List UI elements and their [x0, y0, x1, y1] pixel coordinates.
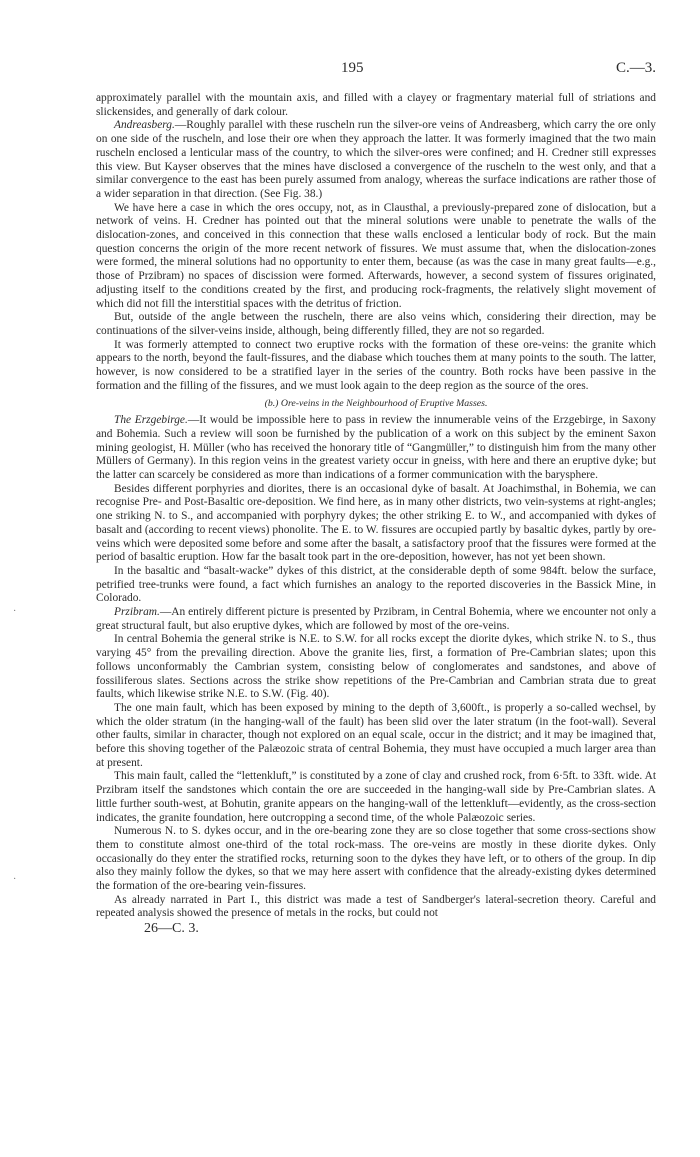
paragraph: [96, 414, 656, 483]
paragraph: [96, 339, 656, 394]
paragraph-text: Besides different porphyries and diorites, there is an occasional dyke of basalt. At Joachimsthal, in Bohemia, we can recognise Pre- and Post-Basaltic ore-deposition. We find here, as in many other districts, two vein-systems at right-angles; one striking N. to S., and accompanied with porphyry dykes; the other striking E. to W., and accompanied with dykes of basalt and (according to recent views) phonolite. The E. to W. fissures are occupied partly by basaltic dykes, partly by ore-veins which were deposited some before and some after the basalt, a satisfactory proof that the fissures were formed at the period of basaltic eruption. How far the basalt took part in the ore-deposition, however, has not yet been shown.: [96, 482, 656, 564]
paragraph: [96, 92, 656, 119]
paragraph-text: It was formerly attempted to connect two eruptive rocks with the formation of these ore-veins: the granite which appears to the north, beyond the fault-fissures, and the diabase which touches them at many points to the south. The latter, however, is now considered to be a stratified layer in the series of the country. Both rocks have been passive in the formation and the filling of the fissures, and we must look again to the deep region as the source of the ores.: [96, 338, 656, 392]
paragraph-lead: The Erzgebirge.: [114, 414, 188, 427]
paragraph-text: But, outside of the angle between the ruscheln, there are also veins which, considering their direction, may be continuations of the silver-veins inside, although, being differently filled, they are not so regarded.: [96, 311, 656, 337]
paragraph-text: —Roughly parallel with these ruscheln run the silver-ore veins of Andreasberg, which carry the ore only on one side of the ruscheln, and lose their ore when they approach the latter. It was formerly imagined that the two main ruscheln enclosed a lenticular mass of the country, to which the silver-ores were confined; and H. Credner still expresses this view. But Kayser observes that the mines have disclosed a convergence of the ruscheln to the west only, and that a similar convergence to the east has been purely assumed from analogy, whereas the surface indications are rather those of a wider separation in that direction. (See Fig. 38.): [96, 119, 656, 200]
page-header: [96, 56, 656, 92]
paragraph-text: We have here a case in which the ores occupy, not, as in Clausthal, a previously-prepared zone of dislocation, but a network of veins. H. Credner has pointed out that the mineral solutions were unable to penetrate the walls of the dislocation-zones, and conceived in this connection that these walls enclosed a lenticular body of rock. But the main question concerns the origin of the more recent network of fissures. We must assume that, when the dislocation-zones were formed, the mineral solutions had no opportunity to enter them, because (as was the case in many great faults—e.g., those of Przibram) no spaces of discission were formed. Afterwards, however, a second system of fissures originated, adjusting itself to the conditions created by the first, and producing rock-fragments, the relatively slight movement of which did not fill the interstitial spaces with the detritus of friction.: [96, 201, 656, 310]
margin-mark: ·: [13, 606, 17, 617]
paragraph: [96, 483, 656, 565]
paragraph-text: The one main fault, which has been exposed by mining to the depth of 3,600ft., is properly a so-called wechsel, by which the older stratum (in the hanging-wall of the fault) has been slid over the later stratum (in the foot-wall). Several other faults, similar in character, though not explored on an equal scale, occur in the district; and it may be imagined that, before this shoving together of the Palæozoic strata of central Bohemia, they must have occupied a much larger area than at present.: [96, 701, 656, 769]
footer-signature: 26—C. 3.: [144, 921, 199, 937]
section-subheading-text: (b.) Ore-veins in the Neighbourhood of Eruptive Masses.: [264, 398, 488, 410]
paragraph: [96, 311, 656, 338]
margin-mark: ·: [13, 874, 17, 885]
paragraph: [96, 702, 656, 771]
paragraph: [96, 770, 656, 825]
paragraph-text: approximately parallel with the mountain axis, and filled with a clayey or fragmentary material full of striations and slickensides, and generally of dark colour.: [96, 92, 656, 118]
paragraph: [96, 633, 656, 702]
paragraph-lead: Przibram.: [114, 606, 160, 619]
paragraph: [96, 825, 656, 894]
paragraph-text: Numerous N. to S. dykes occur, and in the ore-bearing zone they are so close together that some cross-sections show them to constitute almost one-third of the total rock-mass. The ore-veins are mostly in these diorite dykes. Only occasionally do they enter the stratified rocks, returning soon to the dykes they have left, or to others of the group. In dip also they mainly follow the dykes, so that we may here assert with confidence that the already-existing dykes determined the formation of the ore-bearing vein-fissures.: [96, 825, 656, 893]
paragraph-text: In central Bohemia the general strike is N.E. to S.W. for all rocks except the diorite dykes, which strike N. to S., thus varying 45° from the prevailing direction. Above the granite lies, first, a formation of Pre-Cambrian slates; upon this follows unconformably the Cambrian system, consisting below of conglomerates and sandstones, and above of fossiliferous slates. Sections across the strike show repetitions of the Pre-Cambrian and Cambrian strata due to great faults, which likewise strike N.E. to S.W. (Fig. 40).: [96, 633, 656, 701]
paragraph: [96, 565, 656, 606]
text-section-a: [96, 92, 656, 393]
page-number: 195: [341, 60, 364, 76]
paragraph-text: —It would be impossible here to pass in review the innumerable veins of the Erzgebirge, in Saxony and Bohemia. Such a review will soon be furnished by the publication of a work on this subject by the eminent Saxon mining geologist, H. Müller (who has received the honorary title of “Gangmüller,” to distinguish him from the many other Müllers of Germany). In this region veins in the greatest variety occur in gneiss, with here and there an eruptive dyke; but the latter can scarcely be considered as more than indications of a former communication with the barysphere.: [96, 414, 656, 481]
text-section-b: [96, 414, 656, 921]
paragraph-text: As already narrated in Part I., this district was made a test of Sandberger's lateral-secretion theory. Careful and repeated analysis showed the presence of metals in the rocks, but could not: [96, 893, 656, 920]
document-signature: C.—3.: [615, 60, 656, 76]
paragraph: [96, 202, 656, 312]
paragraph-text: —An entirely different picture is presented by Przibram, in Central Bohemia, where we encounter not only a great structural fault, but also eruptive dykes, which are followed by most of the ore-veins.: [96, 606, 656, 632]
paragraph-text: This main fault, called the “lettenkluft,” is constituted by a zone of clay and crushed rock, from 6·5ft. to 33ft. wide. At Przibram itself the sandstones which contain the ore are succeeded in the hanging-wall side by Pre-Cambrian slates. A little further south-west, at Bohutin, granite appears on the hanging-wall of the lettenkluft—evidently, as the cross-section indicates, the granite foundation, here outcropping a second time, of the whole Palæozoic series.: [96, 770, 656, 824]
section-subheading: [96, 397, 656, 411]
paragraph-text: In the basaltic and “basalt-wacke” dykes of this district, at the considerable depth of some 984ft. below the surface, petrified tree-trunks were found, a fact which furnishes an analogy to the reported discoveries in the Bassick Mine, in Colorado.: [96, 564, 656, 605]
paragraph: [96, 119, 656, 201]
paragraph-lead: Andreasberg.: [114, 119, 175, 132]
paragraph: [96, 894, 656, 921]
paragraph: [96, 606, 656, 633]
